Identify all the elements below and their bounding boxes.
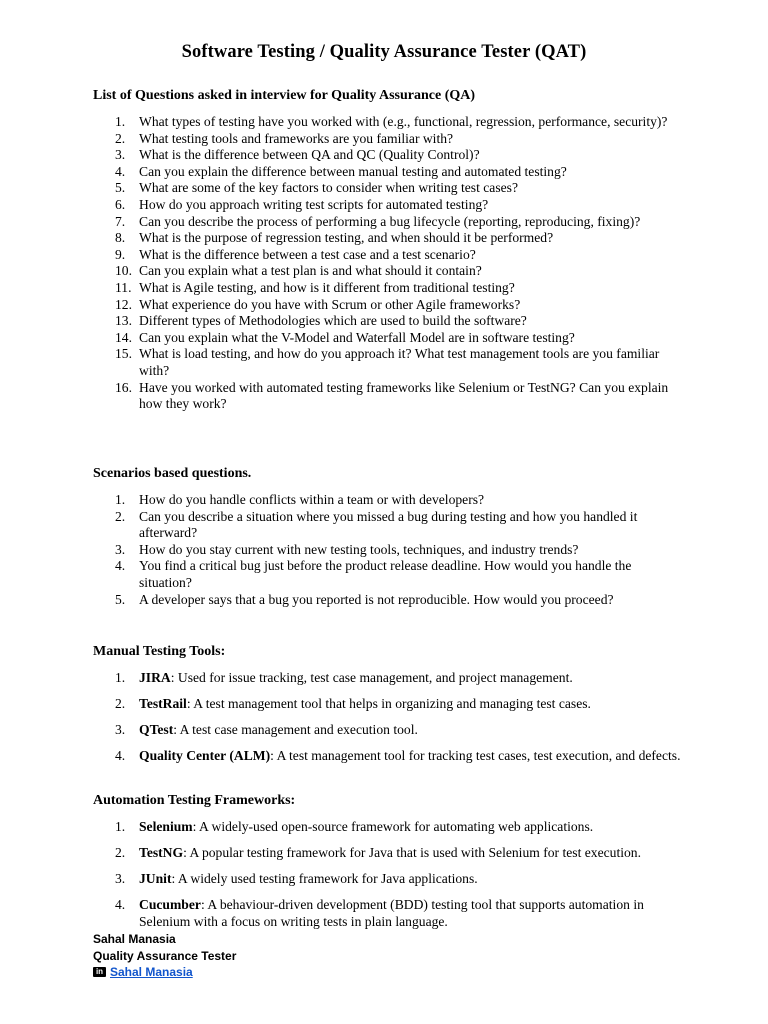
list-number: 9. xyxy=(115,246,126,262)
tool-description: : A widely-used open-source framework for automating web applications. xyxy=(192,819,594,834)
scenario-question xyxy=(93,558,683,591)
list-number: 14. xyxy=(115,329,132,345)
list-number: 7. xyxy=(115,213,126,229)
list-number: 3. xyxy=(115,722,126,738)
list-number: 2. xyxy=(115,508,126,524)
tool-name: QTest xyxy=(139,722,174,738)
list-item-text: What is the difference between a test case and a test scenario? xyxy=(139,246,476,262)
manual-tools-heading: Manual Testing Tools: xyxy=(93,644,226,659)
interview-question xyxy=(93,180,683,197)
interview-question xyxy=(93,197,683,214)
list-item-text: How do you handle conflicts within a team or with developers? xyxy=(139,492,485,507)
list-number: 6. xyxy=(115,196,126,212)
interview-question xyxy=(93,131,683,148)
list-number: 4. xyxy=(115,897,126,913)
list-item-text: What is the difference between QA and QC (Quality Control)? xyxy=(139,147,480,163)
automation-framework-item xyxy=(93,871,683,888)
manual-tools-list xyxy=(93,670,683,765)
list-number: 13. xyxy=(115,313,132,329)
page-title: Software Testing / Quality Assurance Tester (QAT) xyxy=(181,42,587,62)
list-number: 8. xyxy=(115,230,126,246)
scenario-question xyxy=(93,509,683,542)
list-number: 11. xyxy=(115,279,132,295)
interview-question xyxy=(93,164,683,181)
tool-name: JIRA xyxy=(139,670,171,685)
manual-tool-item xyxy=(93,748,683,765)
author-name: Sahal Manasia xyxy=(93,932,176,946)
linkedin-link[interactable]: Sahal Manasia xyxy=(110,965,193,979)
interview-question xyxy=(93,297,683,314)
list-item-text: What experience do you have with Scrum or other Agile frameworks? xyxy=(139,296,521,312)
list-item-text: Different types of Methodologies which are used to build the software? xyxy=(139,313,527,329)
interview-question xyxy=(93,330,683,347)
list-item-text: Can you explain what the V-Model and Waterfall Model are in software testing? xyxy=(139,329,575,345)
list-number: 1. xyxy=(115,492,126,507)
interview-question xyxy=(93,313,683,330)
scenario-question-list xyxy=(93,492,683,608)
tool-name: JUnit xyxy=(139,871,172,887)
tool-name: Selenium xyxy=(139,819,193,834)
interview-question xyxy=(93,280,683,297)
automation-heading: Automation Testing Frameworks: xyxy=(93,793,296,808)
interview-question xyxy=(93,247,683,264)
automation-framework-item xyxy=(93,897,683,930)
manual-tool-item xyxy=(93,722,683,739)
list-number: 1. xyxy=(115,819,126,834)
author-footer xyxy=(93,931,236,981)
tool-name: TestRail xyxy=(139,696,187,712)
list-item-text: How do you approach writing test scripts for automated testing? xyxy=(139,196,489,212)
list-number: 2. xyxy=(115,696,126,712)
list-number: 5. xyxy=(115,180,126,196)
tool-name: Cucumber xyxy=(139,897,201,913)
interview-question xyxy=(93,380,683,413)
linkedin-row xyxy=(93,964,236,981)
list-item-text: What is load testing, and how do you approach it? What test management tools are you familiar with? xyxy=(139,346,660,378)
scenario-question xyxy=(93,492,683,509)
tool-description: : A test management tool that helps in organizing and managing test cases. xyxy=(186,696,591,712)
tool-description: : A test management tool for tracking test cases, test execution, and defects. xyxy=(270,748,681,764)
list-item-text: A developer says that a bug you reported is not reproducible. How would you proceed? xyxy=(139,591,614,607)
scenarios-heading: Scenarios based questions. xyxy=(93,466,252,481)
list-item-text: Can you explain what a test plan is and what should it contain? xyxy=(139,263,482,279)
manual-tool-item xyxy=(93,696,683,713)
interview-question xyxy=(93,230,683,247)
list-number: 4. xyxy=(115,748,126,764)
interview-heading: List of Questions asked in interview for Quality Assurance (QA) xyxy=(93,88,476,103)
list-number: 1. xyxy=(115,114,126,129)
interview-question-list xyxy=(93,114,683,413)
interview-question xyxy=(93,346,683,379)
list-number: 5. xyxy=(115,591,126,607)
tool-description: : A popular testing framework for Java that is used with Selenium for test execution. xyxy=(183,845,641,861)
tool-description: : A behaviour-driven development (BDD) testing tool that supports automation in Selenium with a focus on writing tests in plain language. xyxy=(139,897,644,929)
interview-question xyxy=(93,114,683,131)
automation-framework-item xyxy=(93,845,683,862)
list-number: 10. xyxy=(115,263,132,279)
list-item-text: Have you worked with automated testing frameworks like Selenium or TestNG? Can you explain how they work? xyxy=(139,379,669,412)
list-number: 2. xyxy=(115,130,126,146)
automation-framework-item xyxy=(93,819,683,836)
list-number: 15. xyxy=(115,346,132,362)
scenario-question xyxy=(93,592,683,609)
list-item-text: What are some of the key factors to consider when writing test cases? xyxy=(139,180,518,196)
interview-question xyxy=(93,214,683,231)
linkedin-icon: in xyxy=(93,967,106,977)
tool-description: : A widely used testing framework for Java applications. xyxy=(171,871,478,887)
list-item-text: What is the purpose of regression testing, and when should it be performed? xyxy=(139,230,554,246)
author-role: Quality Assurance Tester xyxy=(93,948,237,963)
list-item-text: Can you describe the process of performing a bug lifecycle (reporting, reproducing, fixing)? xyxy=(139,213,641,229)
list-item-text: What testing tools and frameworks are you familiar with? xyxy=(139,130,454,146)
manual-tool-item xyxy=(93,670,683,687)
interview-question xyxy=(93,263,683,280)
interview-question xyxy=(93,147,683,164)
list-number: 3. xyxy=(115,541,126,557)
list-number: 16. xyxy=(115,379,132,395)
list-item-text: Can you describe a situation where you missed a bug during testing and how you handled it afterward? xyxy=(139,508,638,541)
tool-description: : Used for issue tracking, test case management, and project management. xyxy=(170,670,573,685)
list-item-text: What types of testing have you worked with (e.g., functional, regression, performance, security)? xyxy=(139,114,668,129)
automation-frameworks-list xyxy=(93,819,683,930)
scenario-question xyxy=(93,542,683,559)
list-number: 4. xyxy=(115,163,126,179)
list-number: 12. xyxy=(115,296,132,312)
tool-name: TestNG xyxy=(139,845,184,861)
list-number: 1. xyxy=(115,670,126,685)
list-item-text: How do you stay current with new testing tools, techniques, and industry trends? xyxy=(139,541,579,557)
list-item-text: You find a critical bug just before the product release deadline. How would you handle the situation? xyxy=(139,558,632,590)
list-item-text: What is Agile testing, and how is it different from traditional testing? xyxy=(139,279,515,295)
list-number: 3. xyxy=(115,871,126,887)
list-number: 2. xyxy=(115,845,126,861)
list-number: 3. xyxy=(115,147,126,163)
tool-description: : A test case management and execution tool. xyxy=(173,722,418,738)
list-item-text: Can you explain the difference between manual testing and automated testing? xyxy=(139,163,567,179)
list-number: 4. xyxy=(115,558,126,574)
tool-name: Quality Center (ALM) xyxy=(139,748,271,764)
